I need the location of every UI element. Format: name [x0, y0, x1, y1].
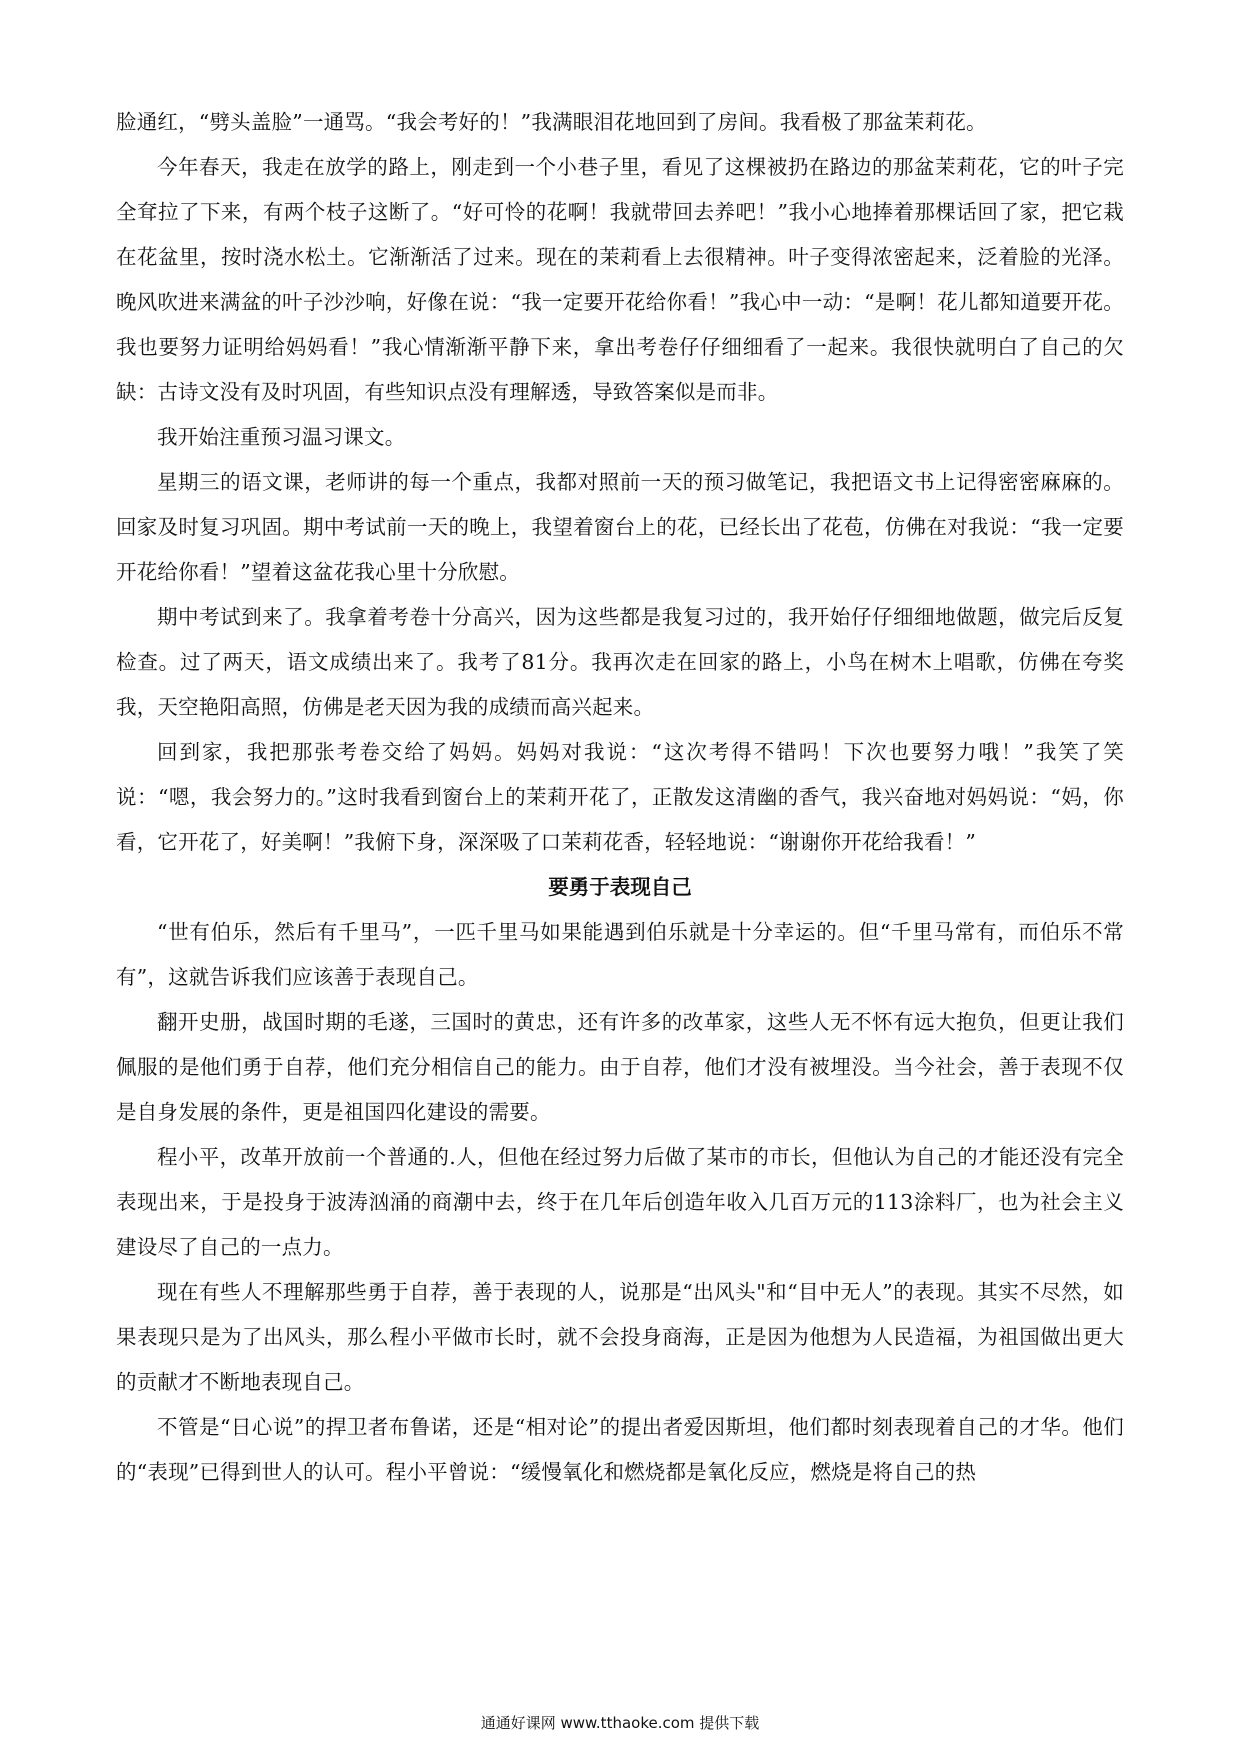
story-paragraph-6: 回到家，我把那张考卷交给了妈妈。妈妈对我说：“这次考得不错吗！下次也要努力哦！”我笑了笑说：“嗯，我会努力的。”这时我看到窗台上的茉莉开花了，正散发这清幽的香气，我兴奋地对妈妈说：“妈，你看，它开花了，好美啊！”我俯下身，深深吸了口茉莉花香，轻轻地说：“谢谢你开花给我看！”	[116, 740, 1124, 854]
page-footer: 通通好课网 www.tthaoke.com 提供下载	[480, 1714, 760, 1732]
story-paragraph-1: 脸通红，“劈头盖脸”一通骂。“我会考好的！”我满眼泪花地回到了房间。我看极了那盆茉莉花。	[116, 110, 987, 134]
essay-paragraph-2: 翻开史册，战国时期的毛遂，三国时的黄忠，还有许多的改革家，这些人无不怀有远大抱负，但更让我们佩服的是他们勇于自荐，他们充分相信自己的能力。由于自荐，他们才没有被埋没。当今社会，善于表现不仅是自身发展的条件，更是祖国四化建设的需要。	[116, 1010, 1124, 1124]
essay-paragraph-5: 不管是“日心说”的捍卫者布鲁诺，还是“相对论”的提出者爱因斯坦，他们都时刻表现着自己的才华。他们的“表现”已得到世人的认可。程小平曾说：“缓慢氧化和燃烧都是氧化反应，燃烧是将自己的热	[116, 1415, 1124, 1484]
story-paragraph-5: 期中考试到来了。我拿着考卷十分高兴，因为这些都是我复习过的，我开始仔仔细细地做题，做完后反复检查。过了两天，语文成绩出来了。我考了81分。我再次走在回家的路上，小鸟在树木上唱歌，仿佛在夸奖我，天空艳阳高照，仿佛是老天因为我的成绩而高兴起来。	[116, 605, 1124, 719]
essay-paragraph-4: 现在有些人不理解那些勇于自荐，善于表现的人，说那是“出风头"和“目中无人”的表现。其实不尽然，如果表现只是为了出风头，那么程小平做市长时，就不会投身商海，正是因为他想为人民造福，为祖国做出更大的贡献才不断地表现自己。	[116, 1280, 1124, 1394]
essay-paragraph-3: 程小平，改革开放前一个普通的.人，但他在经过努力后做了某市的市长，但他认为自己的才能还没有完全表现出来，于是投身于波涛汹涌的商潮中去，终于在几年后创造年收入几百万元的113涂料厂，也为社会主义建设尽了自己的一点力。	[116, 1145, 1124, 1259]
story-paragraph-4: 星期三的语文课，老师讲的每一个重点，我都对照前一天的预习做笔记，我把语文书上记得密密麻麻的。回家及时复习巩固。期中考试前一天的晚上，我望着窗台上的花，已经长出了花苞，仿佛在对我说：“我一定要开花给你看！”望着这盆花我心里十分欣慰。	[116, 470, 1124, 584]
story-paragraph-3: 我开始注重预习温习课文。	[157, 425, 406, 449]
document-page	[116, 100, 1124, 1495]
essay-title: 要勇于表现自己	[548, 875, 692, 899]
story-paragraph-2: 今年春天，我走在放学的路上，刚走到一个小巷子里，看见了这棵被扔在路边的那盆茉莉花，它的叶子完全耷拉了下来，有两个枝子这断了。“好可怜的花啊！我就带回去养吧！”我小心地捧着那棵话回了家，把它栽在花盆里，按时浇水松土。它渐渐活了过来。现在的茉莉看上去很精神。叶子变得浓密起来，泛着脸的光泽。晚风吹进来满盆的叶子沙沙响，好像在说：“我一定要开花给你看！”我心中一动：“是啊！花儿都知道要开花。我也要努力证明给妈妈看！”我心情渐渐平静下来，拿出考卷仔仔细细看了一起来。我很快就明白了自己的欠缺：古诗文没有及时巩固，有些知识点没有理解透，导致答案似是而非。	[116, 155, 1124, 404]
essay-paragraph-1: “世有伯乐，然后有千里马”，一匹千里马如果能遇到伯乐就是十分幸运的。但“千里马常有，而伯乐不常有”，这就告诉我们应该善于表现自己。	[116, 920, 1124, 989]
